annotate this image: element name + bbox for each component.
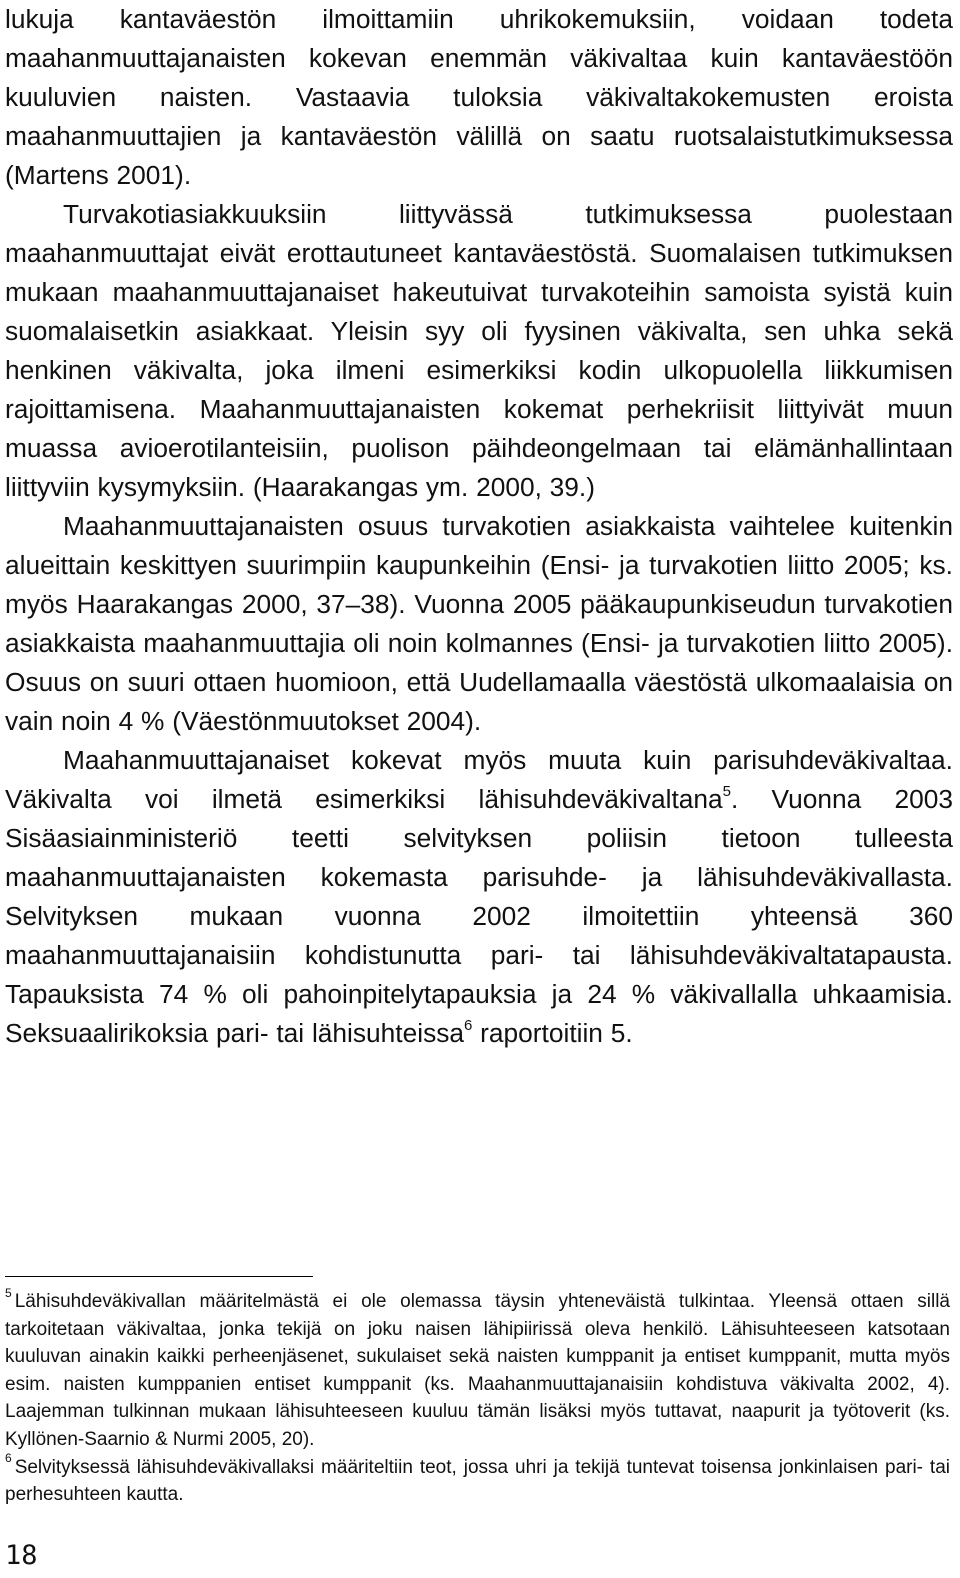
footnote-6 [5, 1451, 950, 1509]
paragraph-4-text-b: . Vuonna 2003 Sisäasiainministeriö teetti selvityksen poliisin tietoon tulleesta maahanmuuttajanaisten kokemasta parisuhde- ja lähisuhdeväkivallasta. Selvityksen mukaan vuonna 2002 ilmoitettiin yhteensä 360 maahanmuuttajanaisiin kohdistunutta pari- tai lähisuhdeväkivaltatapausta. Tapauksista 74 % oli pahoinpitelytapauksia ja 24 % väkivallalla uhkaamisia. Seksuaalirikoksia pari- tai lähisuhteissa [5, 784, 953, 1048]
footnote-divider [5, 1276, 313, 1277]
footnote-text: Lähisuhdeväkivallan määritelmästä ei ole olemassa täysin yhteneväistä tulkintaa. Yleensä ottaen sillä tarkoitetaan väkivaltaa, jonka tekijä on joku naisen lähipiirissä oleva henkilö. Lähisuhteeseen katsotaan kuuluvan ainakin kaikki perheenjäsenet, sukulaiset sekä naisten kumppanit ja entiset kumppanit, mutta myös esim. naisten kumppanien entiset kumppanit (ks. Maahanmuuttajanaisiin kohdistuva väkivalta 2002, 4). Laajemman tulkinnan mukaan lähisuhteeseen kuuluu tämän lisäksi myös tuttavat, naapurit ja työtoverit (ks. Kyllönen-Saarnio & Nurmi 2005, 20). [5, 1291, 950, 1450]
footnotes [5, 1285, 950, 1509]
paragraph-4-text-a: Maahanmuuttajanaiset kokevat myös muuta kuin parisuhdeväkivaltaa. Väkivalta voi ilmetä esimerkiksi lähisuhdeväkivaltana [5, 745, 953, 814]
footnote-ref-6[interactable]: 6 [464, 1017, 473, 1035]
paragraph-1: lukuja kantaväestön ilmoittamiin uhrikokemuksiin, voidaan todeta maahanmuuttajanaisten kokevan enemmän väkivaltaa kuin kantaväestöön kuuluvien naisten. Vastaavia tuloksia väkivaltakokemusten eroista maahanmuuttajien ja kantaväestön välillä on saatu ruotsalaistutkimuksessa (Martens 2001). [5, 4, 953, 190]
paragraph-4 [5, 741, 953, 1053]
paragraph-4-text-c: raportoitiin 5. [472, 1018, 633, 1048]
page-number: 18 [5, 1540, 38, 1571]
footnote-number: 6 [5, 1451, 12, 1466]
footnote-5 [5, 1285, 950, 1454]
document-body [5, 0, 953, 1053]
paragraph-2: Turvakotiasiakkuuksiin liittyvässä tutkimuksessa puolestaan maahanmuuttajat eivät erottautuneet kantaväestöstä. Suomalaisen tutkimuksen mukaan maahanmuuttajanaiset hakeutuivat turvakoteihin samoista syistä kuin suomalaisetkin asiakkaat. Yleisin syy oli fyysinen väkivalta, sen uhka sekä henkinen väkivalta, joka ilmeni esimerkiksi kodin ulkopuolella liikkumisen rajoittamisena. Maahanmuuttajanaisten kokemat perhekriisit liittyivät muun muassa avioerotilanteisiin, puolison päihdeongelmaan tai elämänhallintaan liittyviin kysymyksiin. (Haarakangas ym. 2000, 39.) [5, 199, 953, 502]
footnote-number: 5 [5, 1285, 12, 1300]
footnote-text: Selvityksessä lähisuhdeväkivallaksi määriteltiin teot, jossa uhri ja tekijä tuntevat toisensa jonkinlaisen pari- tai perhesuhteen kautta. [5, 1456, 950, 1506]
paragraph-3: Maahanmuuttajanaisten osuus turvakotien asiakkaista vaihtelee kuitenkin alueittain keskittyen suurimpiin kaupunkeihin (Ensi- ja turvakotien liitto 2005; ks. myös Haarakangas 2000, 37–38). Vuonna 2005 pääkaupunkiseudun turvakotien asiakkaista maahanmuuttajia oli noin kolmannes (Ensi- ja turvakotien liitto 2005). Osuus on suuri ottaen huomioon, että Uudellamaalla väestöstä ulkomaalaisia on vain noin 4 % (Väestönmuutokset 2004). [5, 511, 953, 736]
footnote-ref-5[interactable]: 5 [722, 783, 731, 801]
